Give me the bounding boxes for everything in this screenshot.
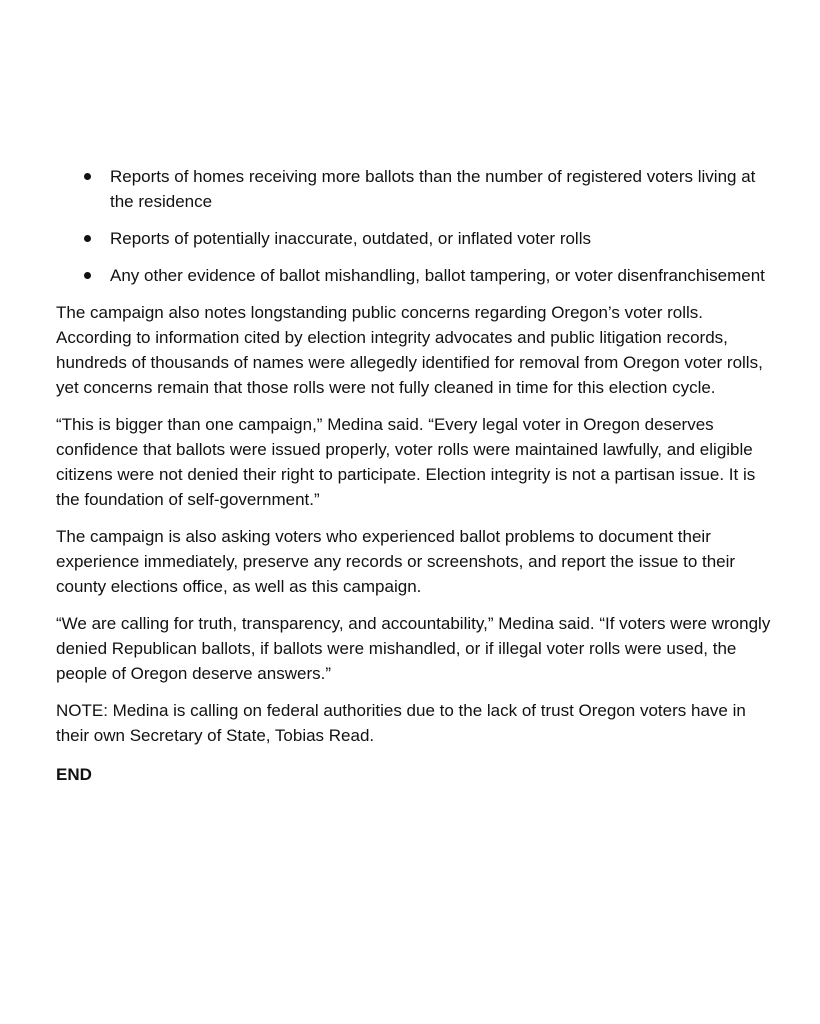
bullet-item — [56, 226, 778, 251]
paragraph-medina-quote-2: “We are calling for truth, transparency, and accountability,” Medina said. “If voters were wrongly denied Republican ballots, if ballots were mishandled, or if illegal voter rolls were used, the people of Oregon deserve answers.” — [56, 614, 771, 683]
bullet-text: Reports of potentially inaccurate, outdated, or inflated voter rolls — [110, 229, 591, 248]
bullet-text: Any other evidence of ballot mishandling, ballot tampering, or voter disenfranchisement — [110, 266, 765, 285]
paragraph-note: NOTE: Medina is calling on federal authorities due to the lack of trust Oregon voters have in their own Secretary of State, Tobias Read. — [56, 701, 746, 745]
press-release-body — [56, 164, 778, 787]
bullet-dot-icon — [84, 173, 91, 180]
bullet-item — [56, 164, 778, 214]
paragraph-voter-rolls: The campaign also notes longstanding public concerns regarding Oregon’s voter rolls. According to information cited by election integrity advocates and public litigation records, hundreds of thousands of names were allegedly identified for removal from Oregon voter rolls, yet concerns remain that those rolls were not fully cleaned in time for this election cycle. — [56, 303, 763, 397]
paragraph-call-to-document: The campaign is also asking voters who experienced ballot problems to document their experience immediately, preserve any records or screenshots, and report the issue to their county elections office, as well as this campaign. — [56, 527, 736, 596]
paragraph-medina-quote-1: “This is bigger than one campaign,” Medina said. “Every legal voter in Oregon deserves confidence that ballots were issued properly, voter rolls were maintained lawfully, and eligible citizens were not denied their right to participate. Election integrity is not a partisan issue. It is the foundation of self-government.” — [56, 415, 756, 509]
bullet-item — [56, 263, 778, 288]
bullet-list — [56, 164, 778, 288]
bullet-dot-icon — [84, 272, 91, 279]
bullet-text: Reports of homes receiving more ballots than the number of registered voters living at the residence — [110, 167, 756, 211]
bullet-dot-icon — [84, 235, 91, 242]
end-marker: END — [56, 765, 92, 784]
